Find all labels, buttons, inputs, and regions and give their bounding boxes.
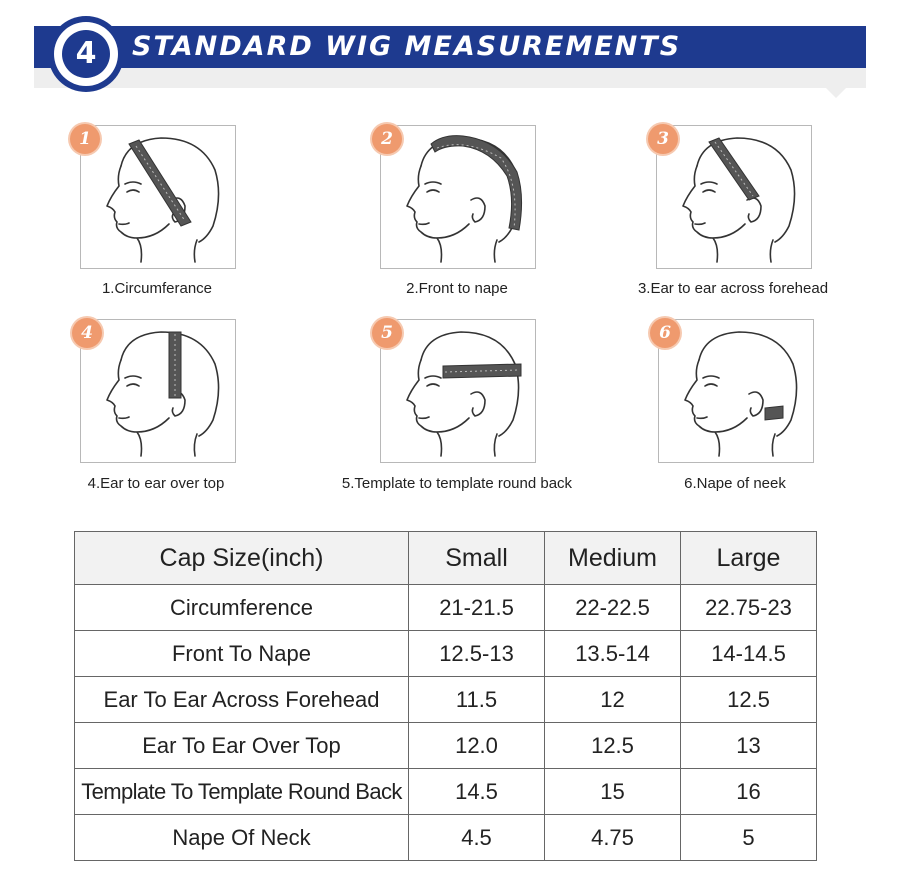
page-title: STANDARD WIG MEASUREMENTS xyxy=(132,31,682,62)
table-row xyxy=(75,585,817,631)
step-1-caption: 1.Circumferance xyxy=(101,280,213,297)
cell-medium: 13.5-14 xyxy=(545,631,681,677)
row-label: Template To Template Round Back xyxy=(75,769,409,815)
table-row xyxy=(75,815,817,861)
cell-medium: 12 xyxy=(545,677,681,723)
step-4-caption: 4.Ear to ear over top xyxy=(87,475,225,492)
cell-large: 14-14.5 xyxy=(681,631,817,677)
cell-small: 21-21.5 xyxy=(409,585,545,631)
header-medium: Medium xyxy=(545,532,681,585)
cell-small: 12.0 xyxy=(409,723,545,769)
table-row xyxy=(75,677,817,723)
header-cap-size: Cap Size(inch) xyxy=(75,532,409,585)
table-header-row xyxy=(75,532,817,585)
banner-notch xyxy=(826,88,846,98)
header-small: Small xyxy=(409,532,545,585)
cap-size-table xyxy=(74,531,817,861)
banner-shadow xyxy=(34,68,866,88)
step-6-badge: 6 xyxy=(650,318,680,348)
cell-medium: 12.5 xyxy=(545,723,681,769)
cell-medium: 15 xyxy=(545,769,681,815)
step-3-caption: 3.Ear to ear across forehead xyxy=(637,280,829,297)
step-5-illustration xyxy=(380,319,536,463)
step-6-illustration xyxy=(658,319,814,463)
step-4-illustration xyxy=(80,319,236,463)
step-2-badge: 2 xyxy=(372,124,402,154)
cell-large: 16 xyxy=(681,769,817,815)
head-circumference-icon xyxy=(81,126,235,268)
row-label: Nape Of Neck xyxy=(75,815,409,861)
row-label: Circumference xyxy=(75,585,409,631)
section-number: 4 xyxy=(62,30,110,78)
step-6-caption: 6.Nape of neek xyxy=(684,475,786,492)
table-row xyxy=(75,723,817,769)
step-3-illustration xyxy=(656,125,812,269)
table-row xyxy=(75,769,817,815)
cell-large: 13 xyxy=(681,723,817,769)
cell-small: 12.5-13 xyxy=(409,631,545,677)
step-5-badge: 5 xyxy=(372,318,402,348)
step-4-badge: 4 xyxy=(72,318,102,348)
head-ear-to-ear-top-icon xyxy=(81,320,235,462)
head-front-to-nape-icon xyxy=(381,126,535,268)
cell-small: 11.5 xyxy=(409,677,545,723)
cell-medium: 4.75 xyxy=(545,815,681,861)
row-label: Front To Nape xyxy=(75,631,409,677)
head-nape-of-neck-icon xyxy=(659,320,813,462)
step-5-caption: 5.Template to template round back xyxy=(341,475,573,492)
step-3-badge: 3 xyxy=(648,124,678,154)
step-1-badge: 1 xyxy=(70,124,100,154)
cell-large: 12.5 xyxy=(681,677,817,723)
step-1-illustration xyxy=(80,125,236,269)
cell-large: 5 xyxy=(681,815,817,861)
row-label: Ear To Ear Across Forehead xyxy=(75,677,409,723)
head-template-to-template-icon xyxy=(381,320,535,462)
step-2-caption: 2.Front to nape xyxy=(406,280,508,297)
cell-small: 14.5 xyxy=(409,769,545,815)
row-label: Ear To Ear Over Top xyxy=(75,723,409,769)
header-large: Large xyxy=(681,532,817,585)
section-number-badge xyxy=(48,16,124,92)
step-2-illustration xyxy=(380,125,536,269)
cell-large: 22.75-23 xyxy=(681,585,817,631)
table-row xyxy=(75,631,817,677)
head-ear-to-ear-forehead-icon xyxy=(657,126,811,268)
cell-medium: 22-22.5 xyxy=(545,585,681,631)
cell-small: 4.5 xyxy=(409,815,545,861)
